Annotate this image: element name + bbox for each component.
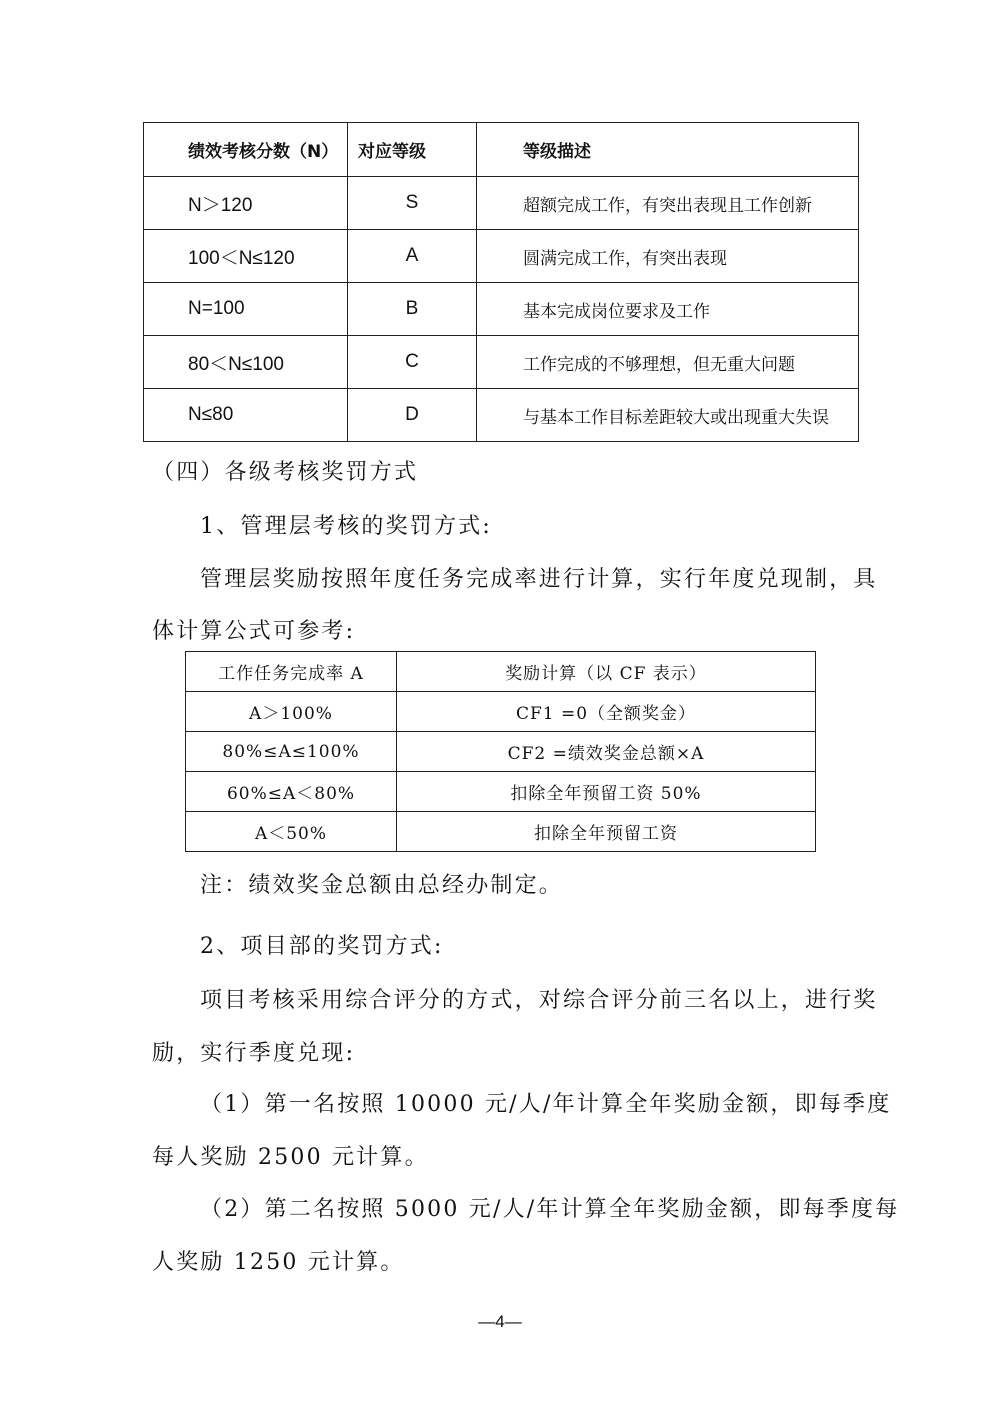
page-number: —4— [478, 1312, 522, 1331]
level-cell: A [348, 230, 477, 283]
score-cell: 100＜N≤120 [144, 230, 348, 283]
calc-cell: 扣除全年预留工资 50% [397, 772, 816, 812]
score-cell: N＞120 [144, 177, 348, 230]
level-cell: S [348, 177, 477, 230]
score-cell: N=100 [144, 283, 348, 336]
score-cell: 80＜N≤100 [144, 336, 348, 389]
level-cell: B [348, 283, 477, 336]
rate-cell: 60%≤A＜80% [186, 772, 397, 812]
table-row [144, 336, 859, 389]
paragraph-line: 体计算公式可参考: [152, 619, 356, 644]
item-heading: 2、项目部的奖罚方式: [200, 934, 444, 959]
description-cell: 与基本工作目标差距较大或出现重大失误 [477, 389, 859, 442]
description-cell: 超额完成工作，有突出表现且工作创新 [477, 177, 859, 230]
rate-cell: A＜50% [186, 812, 397, 852]
header-reward-calc: 奖励计算（以 CF 表示） [397, 652, 816, 692]
header-description: 等级描述 [477, 123, 859, 177]
header-score: 绩效考核分数（N） [144, 123, 348, 177]
table-row [144, 283, 859, 336]
reward-table-header [186, 652, 816, 692]
grade-table [143, 122, 859, 442]
table-row [144, 230, 859, 283]
level-cell: C [348, 336, 477, 389]
table-row [186, 772, 816, 812]
table-row [186, 732, 816, 772]
rate-cell: A＞100% [186, 692, 397, 732]
table-row [144, 177, 859, 230]
paragraph-line: （1）第一名按照 10000 元/人/年计算全年奖励金额，即每季度 [200, 1092, 892, 1117]
table-row [186, 692, 816, 732]
paragraph-line: 励，实行季度兑现: [152, 1041, 356, 1066]
grade-table-header [144, 123, 859, 177]
calc-cell: CF2 =绩效奖金总额×A [397, 732, 816, 772]
header-level: 对应等级 [348, 123, 477, 177]
note: 注：绩效奖金总额由总经办制定。 [200, 873, 564, 898]
description-cell: 基本完成岗位要求及工作 [477, 283, 859, 336]
reward-table [185, 651, 816, 852]
calc-cell: CF1 =0（全额奖金） [397, 692, 816, 732]
table-row [144, 389, 859, 442]
paragraph-line: 项目考核采用综合评分的方式，对综合评分前三名以上，进行奖 [200, 988, 878, 1013]
table-row [186, 812, 816, 852]
calc-cell: 扣除全年预留工资 [397, 812, 816, 852]
paragraph-line: 每人奖励 2500 元计算。 [152, 1145, 429, 1170]
item-heading: 1、管理层考核的奖罚方式: [200, 514, 493, 539]
paragraph-line: 管理层奖励按照年度任务完成率进行计算，实行年度兑现制，具 [200, 567, 878, 592]
header-completion-rate: 工作任务完成率 A [186, 652, 397, 692]
paragraph-line: 人奖励 1250 元计算。 [152, 1250, 405, 1275]
rate-cell: 80%≤A≤100% [186, 732, 397, 772]
description-cell: 工作完成的不够理想，但无重大问题 [477, 336, 859, 389]
description-cell: 圆满完成工作，有突出表现 [477, 230, 859, 283]
level-cell: D [348, 389, 477, 442]
section-heading: （四）各级考核奖罚方式 [152, 460, 419, 485]
score-cell: N≤80 [144, 389, 348, 442]
paragraph-line: （2）第二名按照 5000 元/人/年计算全年奖励金额，即每季度每 [200, 1197, 900, 1222]
